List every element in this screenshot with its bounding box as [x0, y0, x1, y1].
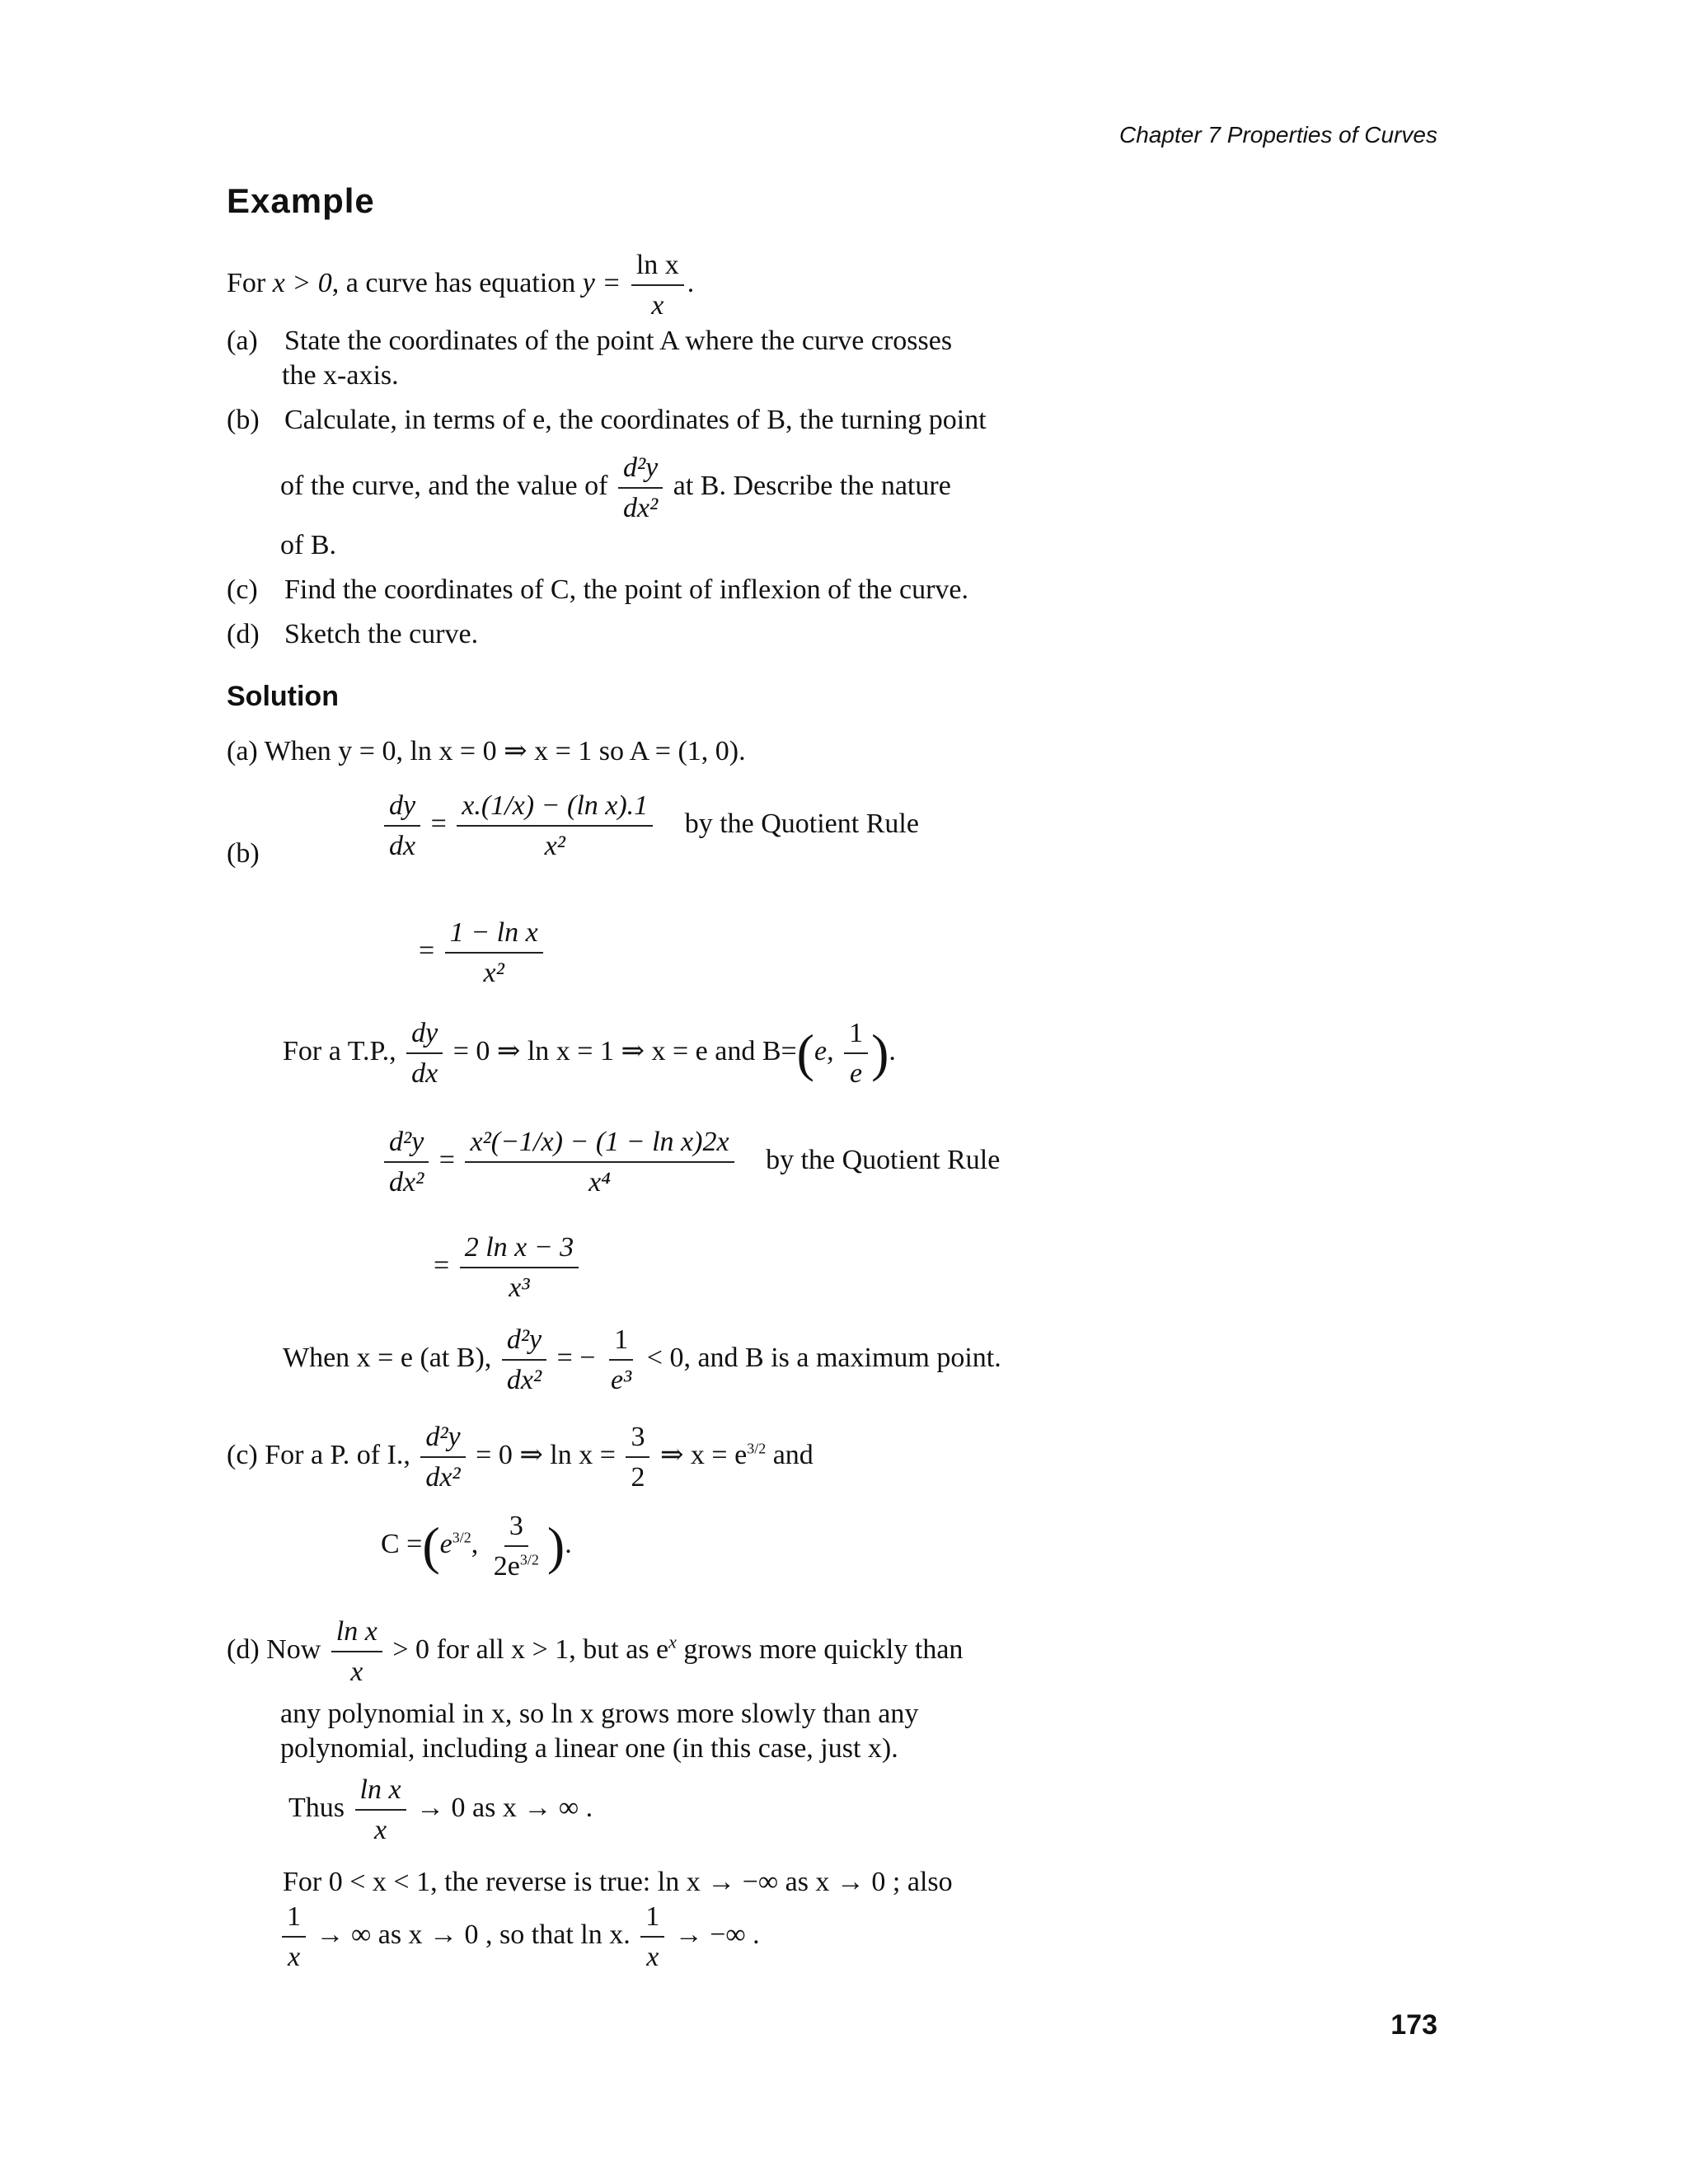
reverse-line: For 0 < x < 1, the reverse is true: ln x → −∞ as x → 0 ; also — [283, 1867, 953, 1897]
solution-heading: Solution — [227, 681, 339, 712]
intro-line: For x > 0, a curve has equation y = $\frac{\text{ln x}}{x}$ . — [227, 250, 695, 321]
part-b-line3: of B. — [280, 530, 336, 560]
part-b-line1: Calculate, in terms of e, the coordinates of B, the turning point — [284, 405, 987, 435]
part-d-text: Sketch the curve. — [284, 619, 479, 649]
part-a-label: (a) — [227, 326, 258, 356]
part-c-label: (c) — [227, 574, 258, 605]
turning-point-line: For a T.P., $\frac{dy}{dx}$ = 0 ⇒ ln x = 1 ⇒ x = e and B=(e, $\frac{1}{e}$ ). — [283, 1018, 896, 1090]
part-b-line2: of the curve, and the value of $\frac{\text{d²y}}{\text{dx²}}$ at B. Describe the nature — [280, 452, 951, 524]
second-derivative-simplified: = $\frac{\text{2 ln x − 3}}{\text{x³}}$ — [434, 1231, 582, 1304]
solution-b-label: (b) — [227, 838, 260, 869]
solution-d-line1: (d) Now $\frac{\text{ln x}}{x}$ > 0 for all x > 1, but as $e^x$ grows more quickly than — [227, 1616, 964, 1688]
second-derivative-quotient: $\frac{\text{d²y}}{\text{dx²}}$ = $\frac{\text{x²(−1/x) − (1 − ln x)2x}}{\text{x⁴}}$ by the Quotient Rule — [381, 1126, 1000, 1198]
part-c-text: Find the coordinates of C, the point of inflexion of the curve. — [284, 574, 968, 605]
part-d-label: (d) — [227, 619, 260, 649]
solution-d-line3: polynomial, including a linear one (in this case, just x). — [280, 1733, 898, 1764]
dydx-simplified: = $\frac{\text{1 − ln x}}{\text{x²}}$ — [419, 916, 546, 989]
example-heading: Example — [227, 181, 375, 220]
part-a-line1: State the coordinates of the point A where the curve crosses — [284, 326, 953, 356]
solution-a: (a) When y = 0, ln x = 0 ⇒ x = 1 so A = (1, 0). — [227, 736, 746, 766]
inflexion-line: (c) For a P. of I., $\frac{\text{d²y}}{\text{dx²}}$ = 0 ⇒ ln x = $\frac{3}{2}$ ⇒ $x = e^{3/2}$ and — [227, 1422, 814, 1493]
running-header: Chapter 7 Properties of Curves — [1119, 122, 1437, 148]
part-b-label: (b) — [227, 405, 260, 435]
page-number: 173 — [1390, 2009, 1437, 2041]
part-a-line2: the x-axis. — [282, 360, 399, 391]
last-line: $\frac{1}{x}$ → ∞ as x → 0 , so that ln x. $\frac{1}{x}$ → −∞ . — [279, 1900, 760, 1973]
thus-line: Thus $\frac{\text{ln x}}{x}$ → 0 as x → ∞ . — [288, 1774, 593, 1846]
maximum-point-line: When x = e (at B), $\frac{\text{d²y}}{\text{dx²}}$ = − $\frac{1}{\text{e³}}$ < 0, and B is a maximum point. — [283, 1324, 1001, 1396]
solution-d-line2: any polynomial in x, so ln x grows more slowly than any — [280, 1699, 919, 1729]
point-C: $C =(e^{3/2}$, $\frac{3}{2e^{3/2}}$ ). — [381, 1511, 572, 1582]
dydx-quotient: $\frac{dy}{dx}$ = $\frac{\text{x.(1/x) − (ln x).1}}{\text{x²}}$ by the Quotient Rule — [381, 790, 919, 862]
